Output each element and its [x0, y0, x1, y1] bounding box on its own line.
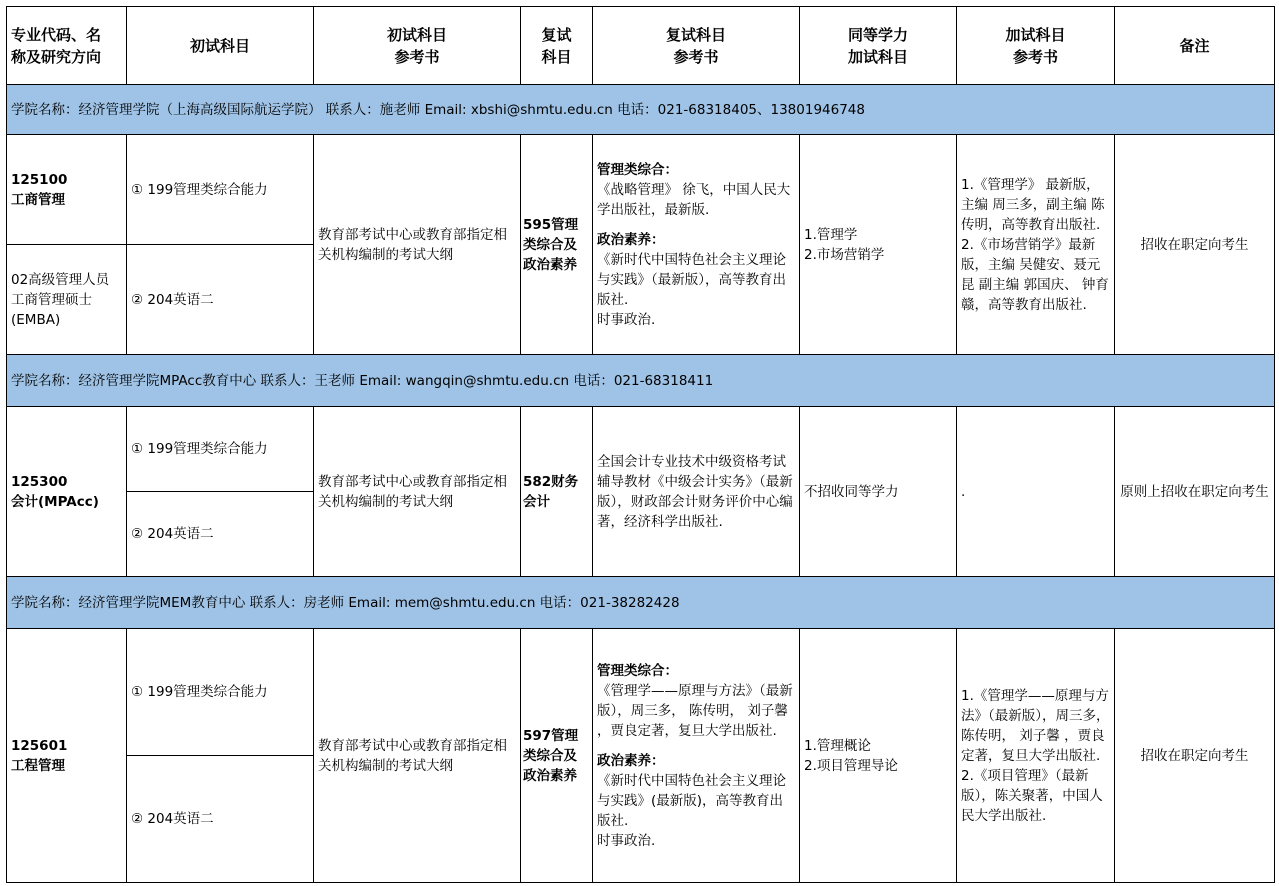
equiv-books: 1.《管理学》 最新版，主编 周三多，副主编 陈传明，高等教育出版社. 2.《市场营销学》最新版，主编 吴健安、聂元昆 副主编 郭国庆、 钟育赣，高等教育出版社.: [957, 135, 1115, 355]
retest-books: 全国会计专业技术中级资格考试辅导教材《中级会计实务》（最新版），财政部会计财务评价中心编著，经济科学出版社.: [593, 407, 800, 577]
header-exam: 初试科目: [127, 7, 314, 85]
retest-books-text-1: 《战略管理》 徐飞，中国人民大学出版社，最新版.: [597, 181, 791, 218]
retest-subject: 597管理类综合及政治素养: [521, 629, 593, 883]
header-equiv: 同等学力 加试科目: [800, 7, 957, 85]
retest-subject: 595管理类综合及政治素养: [521, 135, 593, 355]
admissions-table: [6, 6, 1275, 883]
retest-books: [593, 135, 800, 355]
major-code-name: 125100 工商管理: [7, 135, 127, 245]
exam-books: 教育部考试中心或教育部指定相关机构编制的考试大纲: [314, 407, 521, 577]
header-equiv-books: 加试科目 参考书: [957, 7, 1115, 85]
header-row: [7, 7, 1275, 85]
retest-books: [593, 629, 800, 883]
equiv-subjects: 不招收同等学力: [800, 407, 957, 577]
header-exam-books: 初试科目 参考书: [314, 7, 521, 85]
remark: 原则上招收在职定向考生: [1115, 407, 1275, 577]
major-code-name: 125601 工程管理: [7, 629, 127, 883]
college-band: [7, 355, 1275, 407]
exam-subject-1: ① 199管理类综合能力: [127, 407, 314, 492]
college-band: [7, 577, 1275, 629]
exam-books: 教育部考试中心或教育部指定相关机构编制的考试大纲: [314, 135, 521, 355]
college-info: 学院名称：经济管理学院（上海高级国际航运学院） 联系人：施老师 Email: xbshi@shmtu.edu.cn 电话：021-68318405、13801946748: [7, 85, 1275, 135]
header-retest: 复试 科目: [521, 7, 593, 85]
table-row: [7, 407, 1275, 492]
header-retest-books: 复试科目 参考书: [593, 7, 800, 85]
retest-books-heading-1: 管理类综合：: [597, 161, 678, 178]
remark: 招收在职定向考生: [1115, 629, 1275, 883]
college-info: 学院名称：经济管理学院MEM教育中心 联系人：房老师 Email: mem@shmtu.edu.cn 电话：021-38282428: [7, 577, 1275, 629]
exam-subject-1: ① 199管理类综合能力: [127, 135, 314, 245]
retest-books-text-2: 《新时代中国特色社会主义理论与实践》（最新版），高等教育出版社. 时事政治.: [597, 251, 786, 328]
research-direction: 02高级管理人员 工商管理硕士 (EMBA): [7, 245, 127, 355]
exam-subject-2: ② 204英语二: [127, 492, 314, 577]
table-row: [7, 135, 1275, 245]
equiv-subjects: 1.管理学 2.市场营销学: [800, 135, 957, 355]
remark: 招收在职定向考生: [1115, 135, 1275, 355]
equiv-books: 1.《管理学——原理与方法》（最新版），周三多， 陈传明， 刘子馨 ，贾良定著，复旦大学出版社. 2.《项目管理》（最新版），陈关聚著，中国人民大学出版社.: [957, 629, 1115, 883]
retest-subject: 582财务会计: [521, 407, 593, 577]
header-major: 专业代码、名 称及研究方向: [7, 7, 127, 85]
exam-books: 教育部考试中心或教育部指定相关机构编制的考试大纲: [314, 629, 521, 883]
retest-books-heading-2: 政治素养：: [597, 231, 665, 248]
retest-books-text-1: 《管理学——原理与方法》（最新版），周三多， 陈传明， 刘子馨 ，贾良定著，复旦大学出版社.: [597, 682, 793, 739]
equiv-books: .: [957, 407, 1115, 577]
table-row: [7, 629, 1275, 756]
retest-books-text-2: 《新时代中国特色社会主义理论与实践》(最新版)，高等教育出版社. 时事政治.: [597, 772, 786, 849]
college-band: [7, 85, 1275, 135]
college-info: 学院名称：经济管理学院MPAcc教育中心 联系人：王老师 Email: wangqin@shmtu.edu.cn 电话：021-68318411: [7, 355, 1275, 407]
exam-subject-2: ② 204英语二: [127, 245, 314, 355]
major-code-name: 125300 会计(MPAcc): [7, 407, 127, 577]
retest-books-heading-2: 政治素养：: [597, 752, 665, 769]
retest-books-heading-1: 管理类综合：: [597, 662, 678, 679]
exam-subject-1: ① 199管理类综合能力: [127, 629, 314, 756]
equiv-subjects: 1.管理概论 2.项目管理导论: [800, 629, 957, 883]
exam-subject-2: ② 204英语二: [127, 756, 314, 883]
header-remark: 备注: [1115, 7, 1275, 85]
